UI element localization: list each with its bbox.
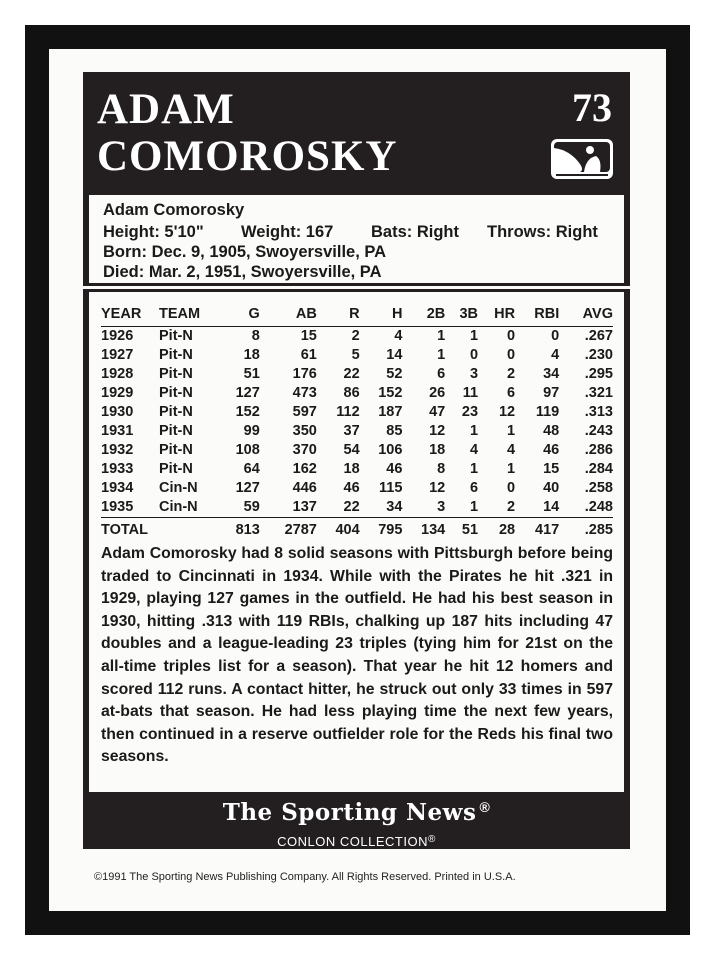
bio-born: Born: Dec. 9, 1905, Swoyersville, PA: [103, 243, 387, 261]
stats-row: [101, 327, 613, 347]
col-hits: H: [360, 302, 403, 327]
cell-doubles: 6: [437, 366, 446, 382]
col-games: G: [217, 302, 260, 327]
total-doubles: 134: [421, 521, 446, 538]
cell-rbi: 0: [551, 328, 560, 344]
baseball-card-back: [49, 49, 666, 911]
cell-at-bats: 176: [292, 366, 317, 382]
cell-year: 1928: [101, 366, 134, 382]
cell-year: 1926: [101, 328, 134, 344]
cell-games: 51: [243, 366, 260, 382]
cell-triples: 11: [462, 385, 479, 401]
cell-rbi: 34: [543, 366, 560, 382]
cell-doubles: 26: [429, 385, 446, 401]
cell-team: Pit-N: [159, 461, 193, 477]
cell-year: 1929: [101, 385, 134, 401]
career-summary: Adam Comorosky had 8 solid seasons with Pittsburgh before being traded to Cincinnati in 1934. While with the Pirates he hit .321 in 1929, playing 127 games in the outfield. He had his best season in 1930, hitting .313 with 119 RBIs, chalking up 187 hits including 47 doubles and a league-leading 23 triples (tying him for 21st on the all-time triples list for a season). That year he hit 12 homers and scored 112 runs. A contact hitter, he struck out only 33 times in 597 at-bats that season. He had less playing time the next few years, then continued in a reserve outfielder role for the Reds his final two seasons.: [101, 545, 613, 766]
col-average: AVG: [559, 302, 613, 327]
stats-box: [83, 289, 630, 849]
stats-row: [101, 422, 613, 441]
cell-home-runs: 2: [507, 366, 516, 382]
cell-hits: 34: [360, 498, 403, 518]
cell-games: 127: [235, 385, 260, 401]
cell-home-runs: 6: [507, 385, 516, 401]
cell-year: 1931: [101, 423, 134, 439]
stats-total-row: [101, 518, 613, 543]
cell-at-bats: 370: [292, 442, 317, 458]
cell-runs: 54: [343, 442, 360, 458]
cell-home-runs: 0: [507, 328, 516, 344]
cell-hits: 187: [378, 404, 403, 420]
cell-games: 8: [251, 328, 260, 344]
stats-row: [101, 384, 613, 403]
cell-average: .313: [584, 404, 613, 420]
player-first-name: ADAM: [97, 86, 235, 133]
cell-doubles: 8: [437, 461, 446, 477]
cell-runs: 5: [351, 347, 360, 363]
stats-row: [101, 498, 613, 518]
cell-games: 99: [243, 423, 260, 439]
stats-row: [101, 403, 613, 422]
cell-runs: 112: [336, 404, 360, 420]
stats-row: [101, 346, 613, 365]
cell-team: Pit-N: [159, 385, 193, 401]
col-year: YEAR: [101, 302, 159, 327]
cell-runs: 18: [343, 461, 360, 477]
cell-triples: 1: [445, 498, 478, 518]
cell-hits: 14: [386, 347, 403, 363]
cell-team: Pit-N: [159, 366, 193, 382]
col-home-runs: HR: [478, 302, 515, 327]
cell-home-runs: 1: [507, 423, 516, 439]
cell-doubles: 18: [429, 442, 446, 458]
cell-hits: 115: [379, 480, 403, 496]
cell-team: Pit-N: [159, 442, 193, 458]
cell-year: 1935: [101, 498, 159, 518]
bio-height: Height: 5'10": [103, 223, 204, 241]
player-last-name: COMOROSKY: [97, 133, 398, 180]
cell-runs: 2: [351, 328, 360, 344]
cell-home-runs: 1: [507, 461, 516, 477]
cell-doubles: 12: [429, 423, 446, 439]
bio-panel: [89, 195, 624, 283]
cell-doubles: 1: [437, 347, 446, 363]
cell-at-bats: 473: [292, 385, 317, 401]
cell-games: 127: [235, 480, 260, 496]
cell-team: Pit-N: [159, 347, 193, 363]
collection-label: [83, 834, 630, 849]
cell-at-bats: 15: [300, 328, 317, 344]
col-doubles: 2B: [402, 302, 445, 327]
cell-rbi: 119: [535, 404, 560, 420]
cell-games: 108: [235, 442, 260, 458]
copyright-notice: ©1991 The Sporting News Publishing Company. All Rights Reserved. Printed in U.S.A.: [94, 871, 516, 883]
cell-rbi: 15: [543, 461, 560, 477]
cell-average: .284: [584, 461, 613, 477]
cell-triples: 23: [461, 404, 479, 420]
cell-triples: 6: [469, 480, 479, 496]
cell-runs: 46: [343, 480, 360, 496]
cell-rbi: 40: [543, 480, 560, 496]
cell-home-runs: 0: [507, 480, 516, 496]
cell-triples: 0: [469, 347, 479, 363]
cell-average: .243: [584, 423, 613, 439]
card-number: 73: [572, 85, 612, 130]
cell-at-bats: 162: [292, 461, 317, 477]
total-at-bats: 2787: [284, 521, 317, 538]
cell-home-runs: 12: [498, 404, 516, 420]
bio-measurements: [103, 223, 613, 243]
col-triples: 3B: [445, 302, 478, 327]
stats-row: [101, 479, 613, 498]
cell-hits: 46: [386, 461, 403, 477]
cell-triples: 1: [469, 423, 479, 439]
cell-year: 1930: [101, 404, 134, 420]
cell-runs: 22: [343, 366, 360, 382]
cell-at-bats: 61: [300, 347, 317, 363]
cell-team: Pit-N: [159, 404, 193, 420]
cell-team: Pit-N: [159, 423, 193, 439]
brand-name: The Sporting News: [222, 799, 477, 826]
cell-hits: 106: [378, 442, 403, 458]
total-games: 813: [235, 521, 260, 538]
col-runs: R: [317, 302, 360, 327]
cell-home-runs: 2: [478, 498, 515, 518]
cell-games: 152: [235, 404, 260, 420]
cell-rbi: 46: [543, 442, 560, 458]
total-triples: 51: [461, 521, 479, 538]
cell-games: 59: [217, 498, 260, 518]
registered-mark: ®: [479, 799, 491, 815]
cell-team: Cin-N: [159, 480, 198, 496]
total-hits: 795: [378, 521, 403, 538]
cell-team: Cin-N: [159, 498, 217, 518]
cell-rbi: 48: [543, 423, 560, 439]
cell-average: .321: [584, 385, 613, 401]
collection-registered-mark: ®: [427, 834, 436, 845]
cell-average: .295: [584, 366, 613, 382]
total-home-runs: 28: [498, 521, 516, 538]
cell-hits: 4: [394, 328, 403, 344]
bio-box: [83, 192, 630, 286]
cell-games: 64: [243, 461, 260, 477]
stats-row: [101, 365, 613, 384]
stats-body: [101, 327, 613, 543]
mlb-logo-icon: [550, 138, 614, 180]
total-team: [159, 518, 217, 543]
cell-rbi: 14: [515, 498, 559, 518]
cell-year: 1933: [101, 461, 134, 477]
cell-hits: 152: [378, 385, 403, 401]
total-runs: 404: [335, 521, 360, 538]
cell-average: .248: [559, 498, 613, 518]
card-header: [83, 72, 630, 194]
cell-at-bats: 597: [292, 404, 317, 420]
stats-panel: [89, 292, 624, 792]
cell-hits: 85: [386, 423, 403, 439]
cell-average: .258: [584, 480, 613, 496]
cell-home-runs: 0: [507, 347, 516, 363]
cell-triples: 1: [469, 328, 479, 344]
col-at-bats: AB: [260, 302, 317, 327]
total-rbi: 417: [535, 521, 560, 538]
cell-triples: 3: [469, 366, 479, 382]
cell-runs: 37: [343, 423, 360, 439]
total-year: TOTAL: [101, 521, 148, 538]
cell-team: Pit-N: [159, 328, 193, 344]
cell-triples: 1: [469, 461, 479, 477]
cell-rbi: 4: [551, 347, 560, 363]
collection-name: CONLON COLLECTION: [277, 834, 428, 849]
stats-row: [101, 460, 613, 479]
col-rbi: RBI: [515, 302, 559, 327]
cell-rbi: 97: [543, 385, 560, 401]
bio-throws: Throws: Right: [487, 223, 598, 241]
cell-runs: 86: [343, 385, 360, 401]
cell-games: 18: [243, 347, 260, 363]
cell-year: 1934: [101, 480, 134, 496]
total-average: .285: [584, 521, 613, 538]
stats-header-row: [101, 302, 613, 327]
cell-year: 1927: [101, 347, 134, 363]
cell-at-bats: 446: [292, 480, 317, 496]
cell-doubles: 3: [402, 498, 445, 518]
cell-average: .267: [584, 328, 613, 344]
cell-at-bats: 137: [260, 498, 317, 518]
bio-bats: Bats: Right: [371, 223, 459, 241]
cell-year: 1932: [101, 442, 134, 458]
cell-runs: 22: [317, 498, 360, 518]
cell-average: .286: [584, 442, 613, 458]
cell-doubles: 1: [437, 328, 446, 344]
stats-row: [101, 441, 613, 460]
cell-doubles: 12: [429, 480, 446, 496]
bio-weight: Weight: 167: [241, 223, 334, 241]
stats-table: [101, 302, 613, 542]
cell-doubles: 47: [429, 404, 446, 420]
cell-hits: 52: [386, 366, 403, 382]
bio-full-name: Adam Comorosky: [103, 201, 245, 219]
cell-triples: 4: [469, 442, 479, 458]
cell-home-runs: 4: [507, 442, 516, 458]
bio-died: Died: Mar. 2, 1951, Swoyersville, PA: [103, 263, 382, 281]
cell-average: .230: [584, 347, 613, 363]
sporting-news-logo: [83, 799, 630, 826]
cell-at-bats: 350: [292, 423, 317, 439]
col-team: TEAM: [159, 302, 217, 327]
